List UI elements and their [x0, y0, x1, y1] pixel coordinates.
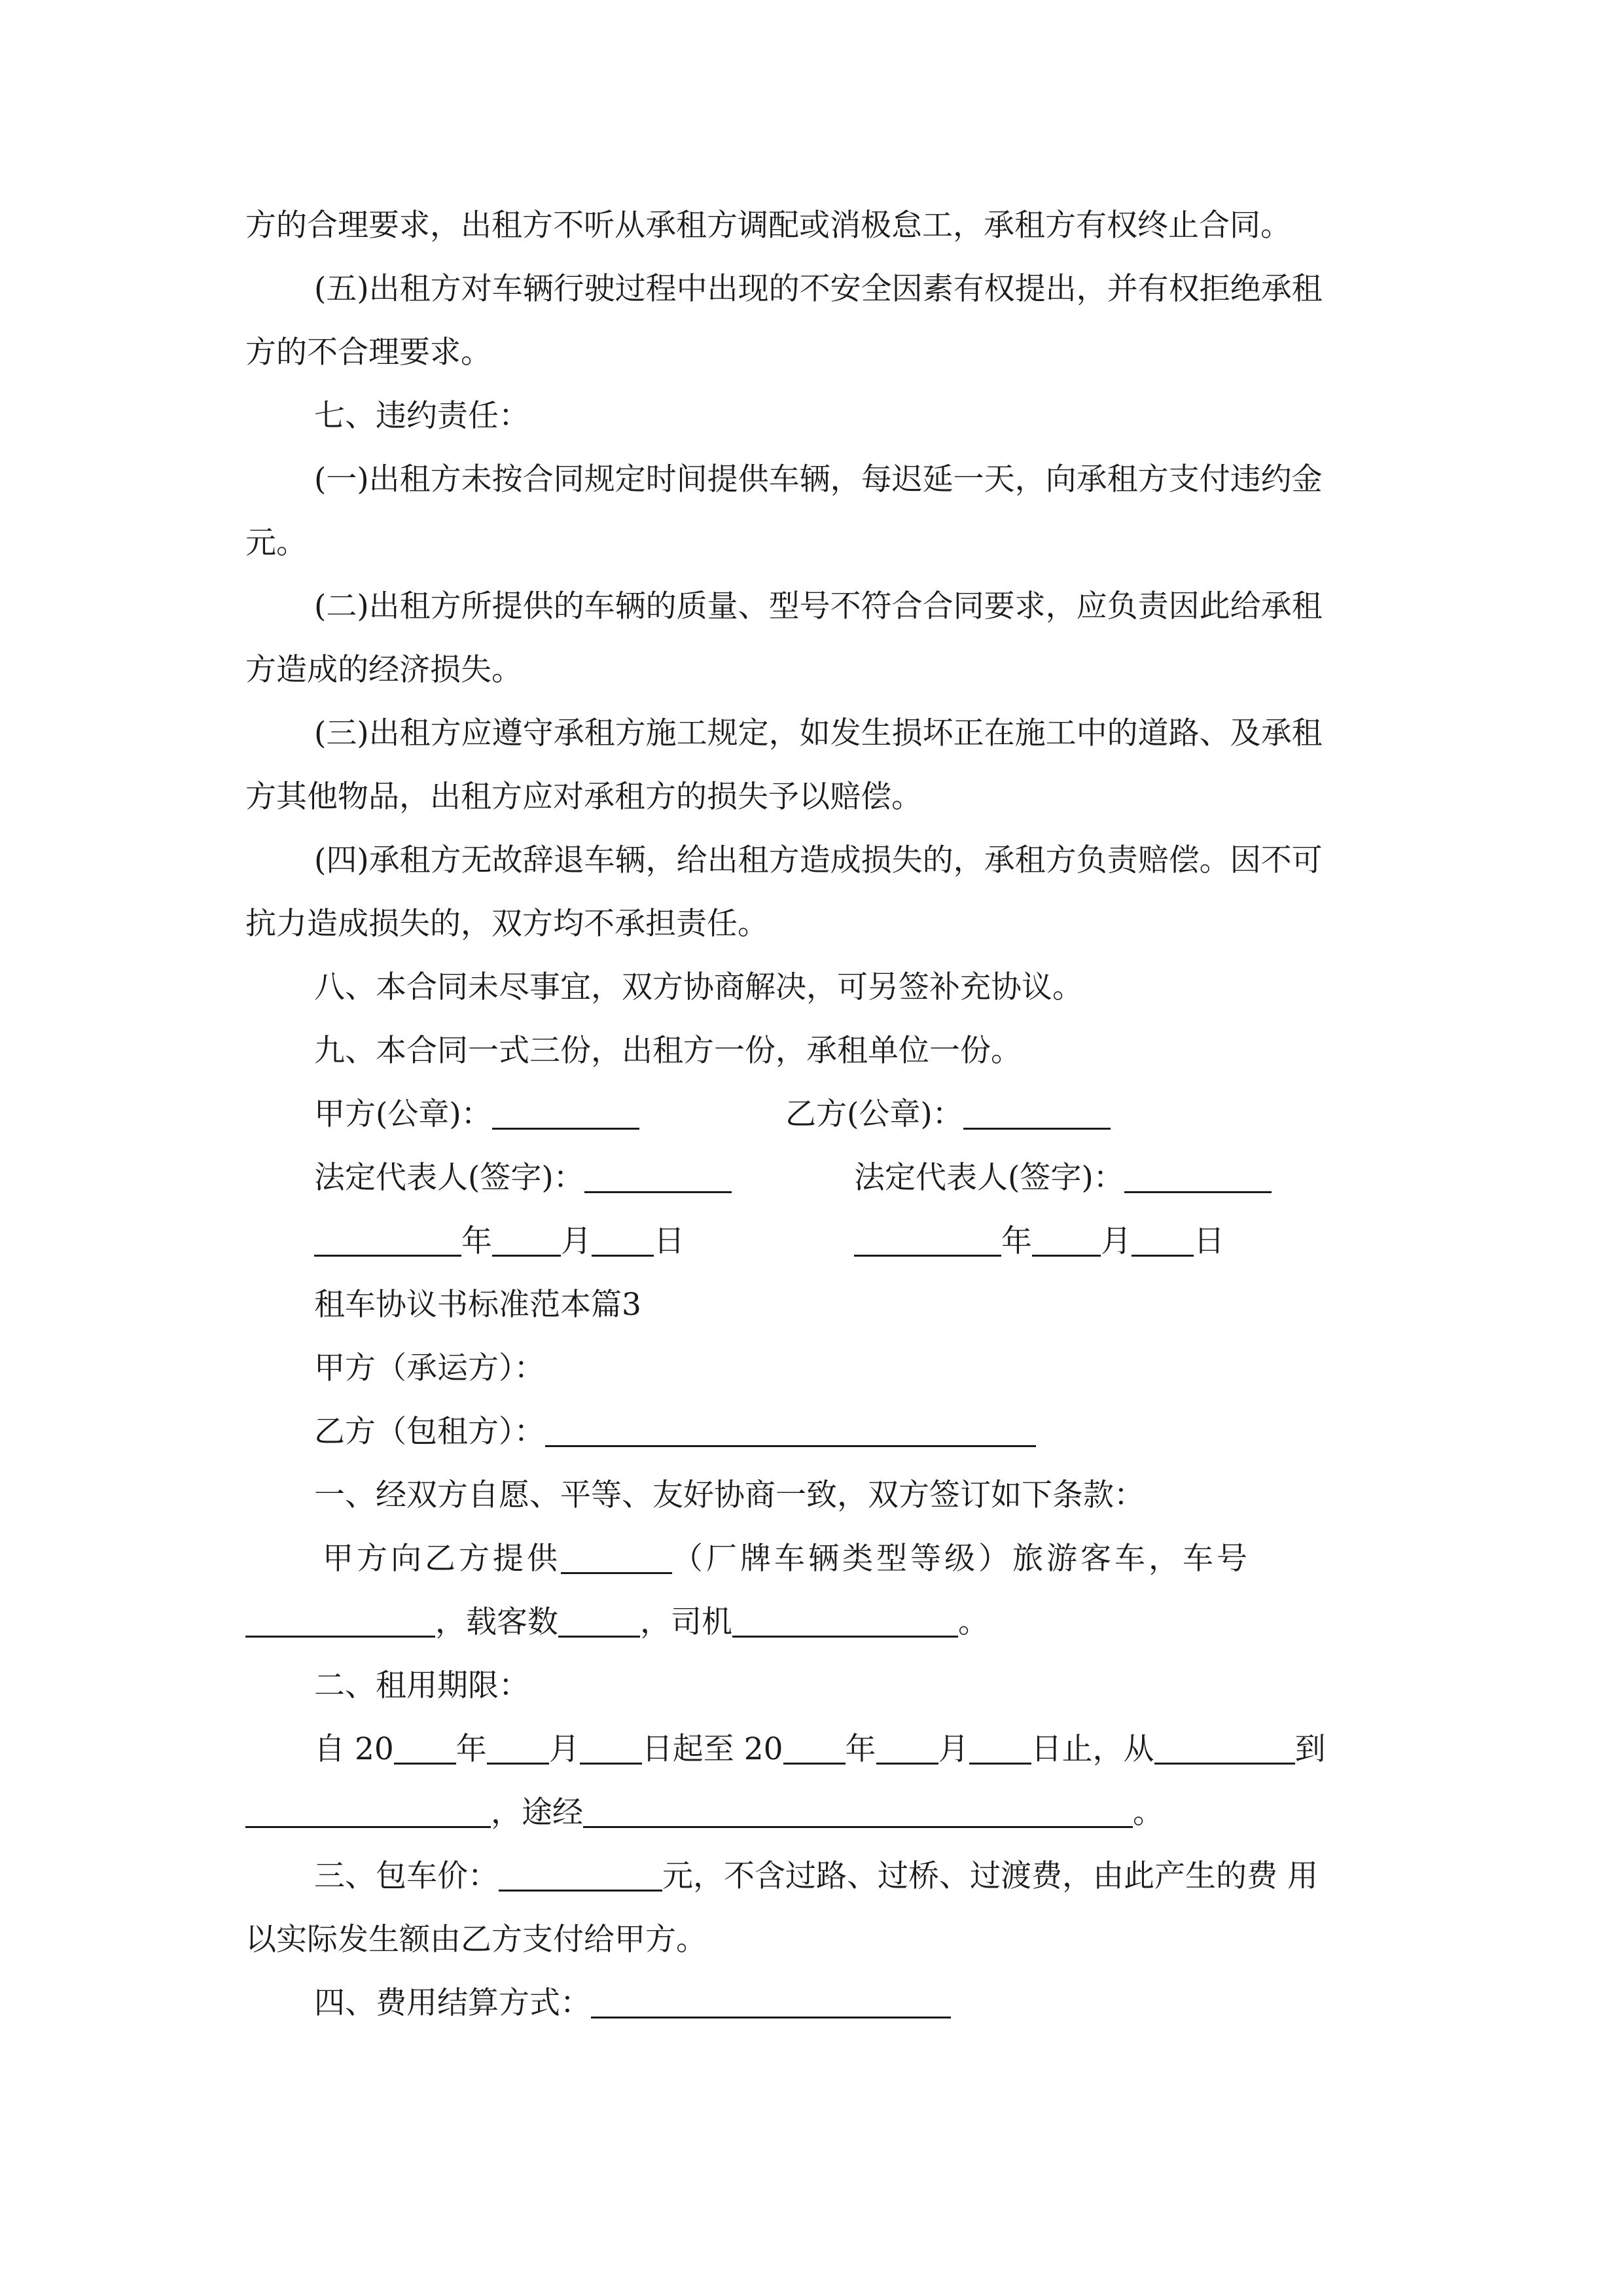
section-title: 租车协议书标准范本篇3	[314, 1287, 641, 1323]
day-label: 日	[1194, 1223, 1224, 1259]
clause-2-body	[314, 1720, 1326, 1779]
party-a-seal-label: 甲方(公章)：	[314, 1096, 492, 1132]
party-a-line	[314, 1339, 545, 1398]
date-b-year-blank[interactable]	[854, 1217, 1001, 1257]
start-year-blank[interactable]	[394, 1725, 456, 1765]
via-blank[interactable]	[583, 1788, 1133, 1828]
clause-2-body-cont	[245, 1784, 1164, 1842]
end-month-blank[interactable]	[876, 1725, 938, 1765]
provide-mid: （厂牌车辆类型等级）旅游客车，车号	[672, 1541, 1251, 1577]
clause-3-cont: 以实际发生额由乙方支付给甲方。	[245, 1922, 707, 1958]
year-label: 年	[461, 1223, 492, 1259]
party-b-line	[314, 1403, 1036, 1462]
paragraph-line: 方的合理要求，出租方不听从承租方调配或消极怠工，承租方有权终止合同。	[245, 207, 1291, 243]
start-month-blank[interactable]	[487, 1725, 549, 1765]
clause-2: 二、租用期限：	[314, 1668, 529, 1704]
date-b-day-blank[interactable]	[1132, 1217, 1194, 1257]
paragraph-line: 抗力造成损失的，双方均不承担责任。	[245, 906, 768, 942]
plate-number-blank[interactable]	[245, 1598, 435, 1638]
day-start-label: 日起至 20	[641, 1731, 783, 1767]
month-label: 月	[548, 1731, 580, 1767]
party-b-label: 乙方（包租方）：	[314, 1414, 545, 1450]
paragraph-line: 九、本合同一式三份，出租方一份，承租单位一份。	[314, 1033, 1022, 1069]
charter-price-blank[interactable]	[499, 1852, 662, 1892]
settlement-method-blank[interactable]	[591, 1979, 951, 2018]
clause-4-label: 四、费用结算方式：	[314, 1985, 591, 2021]
party-b-seal-label: 乙方(公章)：	[785, 1096, 963, 1132]
vehicle-type-blank[interactable]	[561, 1534, 672, 1574]
period-mark: 。	[958, 1604, 989, 1640]
day-end-label: 日止，从	[1031, 1731, 1154, 1767]
rep-b-blank[interactable]	[1124, 1153, 1272, 1193]
paragraph-line: (一)出租方未按合同规定时间提供车辆，每迟延一天，向承租方支付违约金	[314, 461, 1323, 497]
driver-label: ，司机	[640, 1604, 732, 1640]
month-label: 月	[1101, 1223, 1132, 1259]
driver-blank[interactable]	[732, 1598, 958, 1638]
date-a-year-blank[interactable]	[314, 1217, 461, 1257]
year-label: 年	[845, 1731, 876, 1767]
party-a-seal-blank[interactable]	[492, 1090, 639, 1130]
rep-a-blank[interactable]	[584, 1153, 732, 1193]
provide-prefix: 甲方向乙方提供	[323, 1541, 561, 1577]
paragraph-line: 元。	[245, 525, 307, 561]
section-heading: 七、违约责任：	[314, 398, 529, 434]
date-a-day-blank[interactable]	[592, 1217, 654, 1257]
end-year-blank[interactable]	[783, 1725, 846, 1765]
party-b-seal-blank[interactable]	[963, 1090, 1111, 1130]
rep-a-label: 法定代表人(签字)：	[314, 1160, 584, 1196]
period-mark: 。	[1133, 1795, 1164, 1831]
clause-1: 一、经双方自愿、平等、友好协商一致，双方签订如下条款：	[314, 1477, 1145, 1513]
year-label: 年	[1001, 1223, 1032, 1259]
clause-3-mid: 元，不含过路、过桥、过渡费，由此产生的费 用	[662, 1858, 1318, 1894]
passengers-blank[interactable]	[558, 1598, 640, 1638]
clause-1-body-cont	[245, 1593, 989, 1652]
day-label: 日	[654, 1223, 685, 1259]
month-label: 月	[938, 1731, 969, 1767]
paragraph-line: 方造成的经济损失。	[245, 652, 522, 688]
party-b-blank[interactable]	[545, 1407, 1036, 1447]
paragraph-line: 方其他物品，出租方应对承租方的损失予以赔偿。	[245, 779, 922, 815]
signature-row-reps	[314, 1149, 1378, 1208]
paragraph-line: (四)承租方无故辞退车辆，给出租方造成损失的，承租方负责赔偿。因不可	[314, 842, 1323, 878]
date-b-month-blank[interactable]	[1032, 1217, 1101, 1257]
signature-row-parties	[314, 1085, 1378, 1144]
end-day-blank[interactable]	[969, 1725, 1031, 1765]
clause-1-body	[323, 1530, 1378, 1588]
paragraph-line: 八、本合同未尽事宜，双方协商解决，可另签补充协议。	[314, 969, 1083, 1005]
from-label: 自 20	[314, 1731, 394, 1767]
paragraph-line: (五)出租方对车辆行驶过程中出现的不安全因素有权提出，并有权拒绝承租	[314, 271, 1323, 307]
clause-3-prefix: 三、包车价：	[314, 1858, 499, 1894]
rep-b-label: 法定代表人(签字)：	[854, 1160, 1124, 1196]
date-a-month-blank[interactable]	[492, 1217, 561, 1257]
start-day-blank[interactable]	[580, 1725, 642, 1765]
party-a-label: 甲方（承运方）：	[314, 1350, 545, 1386]
paragraph-line: (三)出租方应遵守承租方施工规定，如发生损坏正在施工中的道路、及承租	[314, 715, 1323, 751]
paragraph-line: 方的不合理要求。	[245, 334, 491, 370]
paragraph-line: (二)出租方所提供的车辆的质量、型号不符合合同要求，应负责因此给承租	[314, 588, 1323, 624]
to-label: 到	[1294, 1731, 1326, 1767]
origin-blank[interactable]	[1154, 1725, 1295, 1765]
via-label: ，途经	[491, 1795, 583, 1831]
year-label: 年	[455, 1731, 487, 1767]
clause-4	[314, 1974, 951, 2033]
month-label: 月	[561, 1223, 592, 1259]
passengers-label: ，载客数	[435, 1604, 558, 1640]
signature-row-dates	[314, 1212, 1378, 1271]
clause-3	[314, 1847, 1318, 1906]
destination-blank[interactable]	[245, 1788, 491, 1828]
